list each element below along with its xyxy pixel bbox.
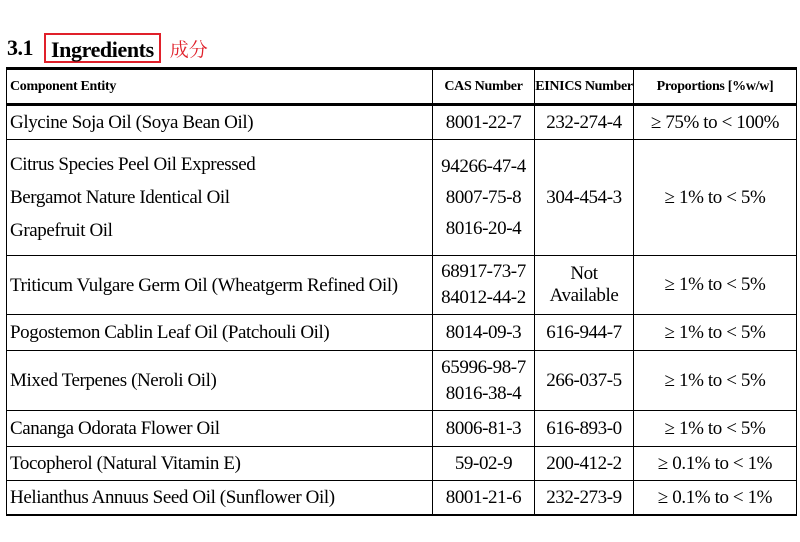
ingredients-table [6, 67, 797, 516]
einecs-cell: 304-454-3 [535, 140, 634, 256]
component-cell [7, 140, 433, 256]
table-row [7, 481, 797, 516]
einecs-cell: 232-274-4 [535, 105, 634, 140]
einecs-cell: 616-944-7 [535, 315, 634, 351]
cas-cell [433, 105, 535, 140]
proportion-cell: ≥ 1% to < 5% [634, 140, 797, 256]
table-row [7, 351, 797, 411]
header-einics-number: EINICS Number [535, 69, 634, 105]
header-component-entity: Component Entity [7, 69, 433, 105]
component-cell [7, 411, 433, 447]
cas-number: 68917-73-7 [441, 261, 526, 282]
component-cell [7, 481, 433, 516]
component-cell [7, 315, 433, 351]
component-cell [7, 105, 433, 140]
table-row [7, 411, 797, 447]
proportion-cell: ≥ 75% to < 100% [634, 105, 797, 140]
proportion-cell: ≥ 0.1% to < 1% [634, 481, 797, 516]
cas-number: 8001-22-7 [445, 111, 522, 133]
table-row [7, 105, 797, 140]
component-cell [7, 351, 433, 411]
cas-cell [433, 315, 535, 351]
cas-cell [433, 411, 535, 447]
cas-number: 94266-47-4 [441, 156, 526, 177]
einecs-cell: 616-893-0 [535, 411, 634, 447]
einecs-cell: Not Available [535, 256, 634, 315]
cas-number: 8001-21-6 [445, 486, 522, 508]
cas-number: 8014-09-3 [445, 321, 522, 343]
cas-number: 84012-44-2 [441, 287, 526, 308]
section-number: 3.1 [7, 35, 33, 60]
cas-number: 59-02-9 [454, 452, 513, 474]
table-row [7, 315, 797, 351]
component-name: Mixed Terpenes (Neroli Oil) [10, 370, 217, 391]
cas-cell [433, 256, 535, 315]
component-name: Tocopherol (Natural Vitamin E) [10, 453, 241, 474]
cas-number: 8016-38-4 [445, 382, 522, 404]
cas-number: 8016-20-4 [445, 218, 522, 239]
cas-cell [433, 447, 535, 481]
component-name: Citrus Species Peel Oil Expressed [10, 154, 256, 175]
header-cas-number: CAS Number [433, 69, 535, 105]
header-proportions: Proportions [%w/w] [634, 69, 797, 105]
component-name: Helianthus Annuus Seed Oil (Sunflower Oil) [10, 487, 335, 508]
table-row [7, 140, 797, 256]
einecs-cell: 200-412-2 [535, 447, 634, 481]
proportion-cell: ≥ 0.1% to < 1% [634, 447, 797, 481]
cas-cell [433, 140, 535, 256]
section-title-chinese: 成分 [169, 38, 208, 61]
table-header-row [7, 69, 797, 105]
einecs-cell: 232-273-9 [535, 481, 634, 516]
proportion-cell: ≥ 1% to < 5% [634, 256, 797, 315]
component-cell [7, 447, 433, 481]
cas-cell [433, 481, 535, 516]
component-name: Cananga Odorata Flower Oil [10, 418, 220, 439]
cas-number: 8006-81-3 [445, 417, 522, 439]
component-name: Grapefruit Oil [10, 220, 113, 241]
cas-number: 65996-98-7 [441, 356, 526, 378]
section-title: Ingredients [44, 33, 161, 63]
proportion-cell: ≥ 1% to < 5% [634, 315, 797, 351]
component-name: Glycine Soja Oil (Soya Bean Oil) [10, 112, 254, 133]
component-name: Bergamot Nature Identical Oil [10, 187, 230, 208]
einecs-cell: 266-037-5 [535, 351, 634, 411]
proportion-cell: ≥ 1% to < 5% [634, 351, 797, 411]
section-heading [7, 32, 208, 64]
component-cell [7, 256, 433, 315]
proportion-cell: ≥ 1% to < 5% [634, 411, 797, 447]
table-row [7, 447, 797, 481]
table-row [7, 256, 797, 315]
component-name: Triticum Vulgare Germ Oil (Wheatgerm Refined Oil) [10, 274, 398, 296]
cas-number: 8007-75-8 [445, 187, 522, 208]
cas-cell [433, 351, 535, 411]
component-name: Pogostemon Cablin Leaf Oil (Patchouli Oil) [10, 322, 330, 343]
